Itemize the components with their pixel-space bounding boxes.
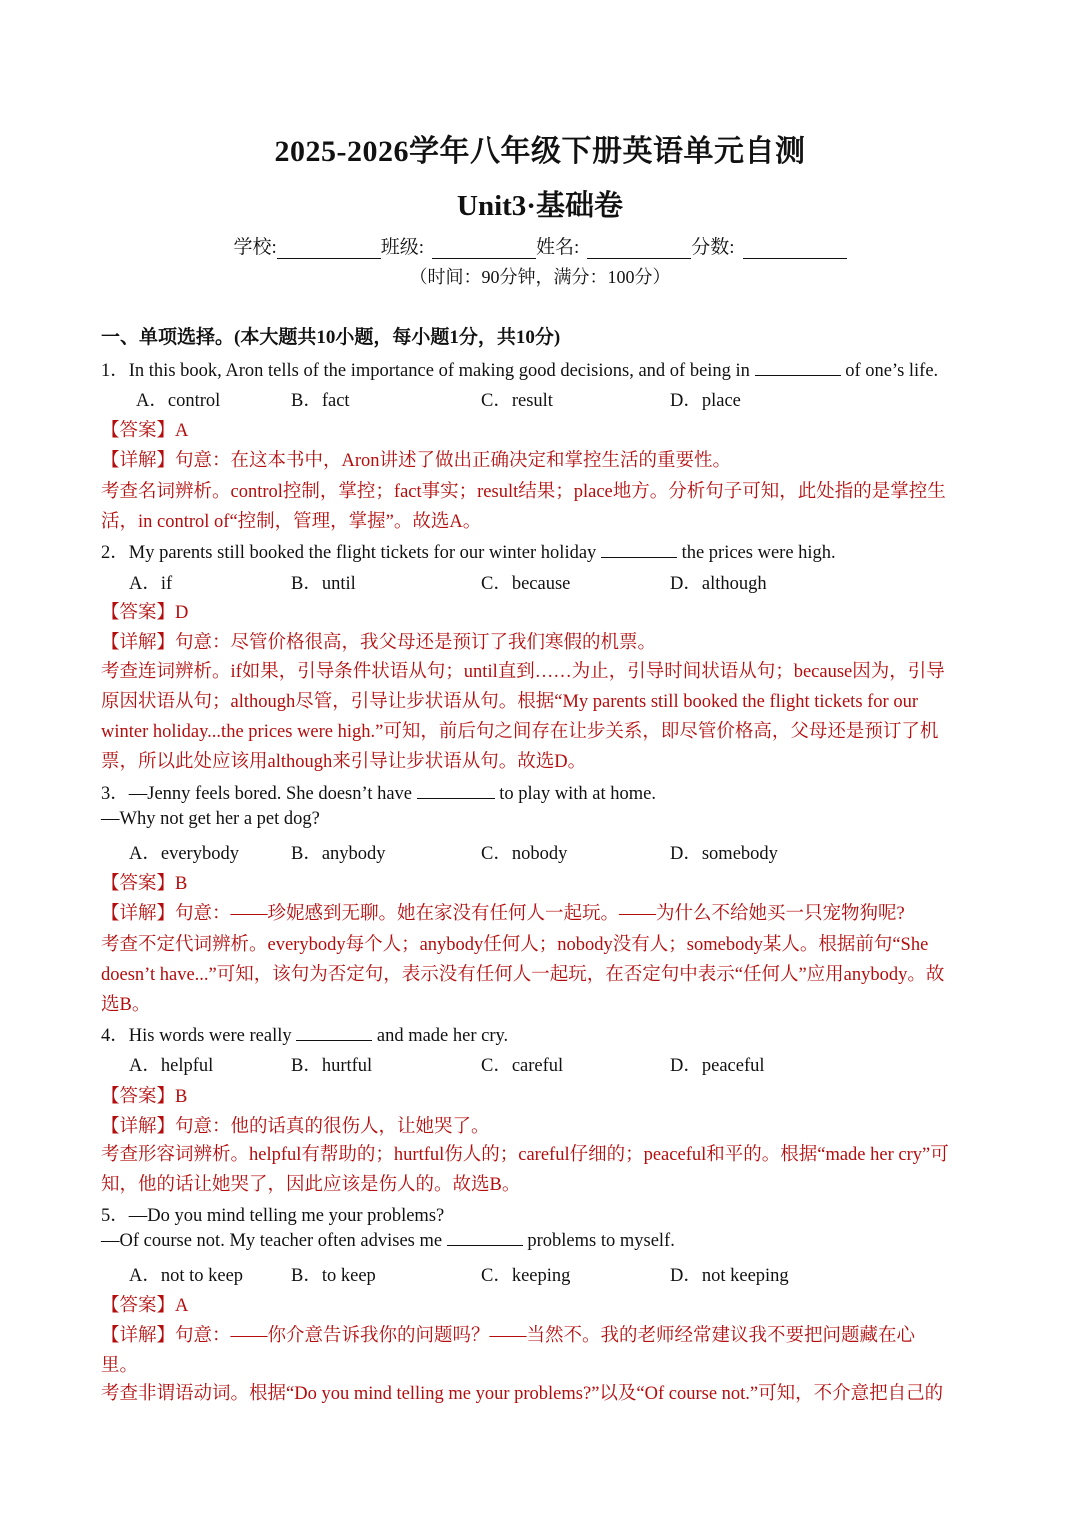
- section-title: 一、单项选择。(本大题共10小题，每小题1分，共10分): [101, 327, 561, 348]
- question-stem: —Why not get her a pet dog?: [101, 809, 320, 829]
- question-stem: —Of course not. My teacher often advises me problems to myself.: [101, 1231, 675, 1251]
- explanation-line: 考查名词辨析。control控制，掌控；fact事实；result结果；place地方。分析句子可知，此处指的是掌控生: [101, 482, 946, 502]
- option-a[interactable]: A．everybody: [129, 844, 239, 864]
- class-label: 班级:: [380, 237, 424, 258]
- explanation-line: 考查形容词辨析。helpful有帮助的；hurtful伤人的；careful仔细的；peaceful和平的。根据“made her cry”可: [101, 1145, 949, 1165]
- name-blank[interactable]: [587, 238, 691, 259]
- question-stem: 2．My parents still booked the flight tickets for our winter holiday the prices were high.: [101, 543, 836, 563]
- explanation-line: winter holiday...the prices were high.”可知，前后句之间存在让步关系，即尽管价格高，父母还是预订了机: [101, 722, 939, 742]
- option-b[interactable]: B．hurtful: [291, 1056, 373, 1076]
- score-blank[interactable]: [743, 238, 847, 259]
- explanation-line: 里。: [101, 1356, 139, 1376]
- page-title: 2025-2026学年八年级下册英语单元自测: [274, 135, 806, 168]
- option-c[interactable]: C．careful: [481, 1056, 564, 1076]
- question-stem: 3．—Jenny feels bored. She doesn’t have to play with at home.: [101, 784, 656, 804]
- option-c[interactable]: C．keeping: [481, 1266, 571, 1286]
- explanation-line: 考查连词辨析。if如果，引导条件状语从句；until直到……为止，引导时间状语从句；because因为，引导: [101, 662, 945, 682]
- explanation-line: 活，in control of“控制，管理，掌握”。故选A。: [101, 512, 482, 532]
- explanation-line: doesn’t have...”可知，该句为否定句，表示没有任何人一起玩，在否定句中表示“任何人”应用anybody。故: [101, 965, 945, 985]
- explanation-line: 选B。: [101, 995, 151, 1015]
- answer-blank[interactable]: [447, 1231, 523, 1246]
- option-c[interactable]: C．result: [481, 391, 553, 411]
- explanation-line: 知，他的话让她哭了，因此应该是伤人的。故选B。: [101, 1175, 521, 1195]
- answer-blank[interactable]: [755, 361, 841, 376]
- option-a[interactable]: A．helpful: [129, 1056, 214, 1076]
- student-info-row: [0, 232, 1080, 259]
- page-subtitle: Unit3·基础卷: [457, 190, 623, 222]
- answer-blank[interactable]: [417, 784, 495, 799]
- explanation-line: 【详解】句意：——珍妮感到无聊。她在家没有任何人一起玩。——为什么不给她买一只宠物狗呢?: [101, 904, 905, 924]
- explanation-line: 考查非谓语动词。根据“Do you mind telling me your problems?”以及“Of course not.”可知，不介意把自己的: [101, 1384, 944, 1404]
- answer-blank[interactable]: [601, 543, 677, 558]
- answer-label: 【答案】D: [101, 603, 189, 623]
- name-label: 姓名:: [536, 237, 580, 258]
- class-blank[interactable]: [432, 238, 536, 259]
- option-d[interactable]: D．although: [670, 574, 767, 594]
- option-d[interactable]: D．not keeping: [670, 1266, 789, 1286]
- explanation-line: 【详解】句意：尽管价格很高，我父母还是预订了我们寒假的机票。: [101, 633, 657, 653]
- answer-blank[interactable]: [296, 1026, 372, 1041]
- question-stem: 4．His words were really and made her cry.: [101, 1026, 509, 1046]
- question-stem: 5．—Do you mind telling me your problems?: [101, 1206, 445, 1226]
- option-b[interactable]: B．anybody: [291, 844, 386, 864]
- explanation-line: 原因状语从句；although尽管，引导让步状语从句。根据“My parents still booked the flight tickets for our: [101, 692, 919, 712]
- option-d[interactable]: D．peaceful: [670, 1056, 765, 1076]
- explanation-line: 考查不定代词辨析。everybody每个人；anybody任何人；nobody没有人；somebody某人。根据前句“She: [101, 935, 929, 955]
- explanation-line: 票，所以此处应该用although来引导让步状语从句。故选D。: [101, 752, 587, 772]
- option-d[interactable]: D．place: [670, 391, 741, 411]
- school-label: 学校:: [233, 237, 277, 258]
- option-b[interactable]: B．fact: [291, 391, 350, 411]
- answer-label: 【答案】B: [101, 874, 188, 894]
- answer-label: 【答案】A: [101, 421, 189, 441]
- explanation-line: 【详解】句意：在这本书中，Aron讲述了做出正确决定和掌控生活的重要性。: [101, 451, 732, 471]
- option-b[interactable]: B．to keep: [291, 1266, 376, 1286]
- option-a[interactable]: A．not to keep: [129, 1266, 244, 1286]
- school-blank[interactable]: [277, 238, 381, 259]
- option-c[interactable]: C．because: [481, 574, 571, 594]
- score-label: 分数:: [691, 237, 735, 258]
- option-a[interactable]: A．if: [129, 574, 173, 594]
- explanation-line: 【详解】句意：——你介意告诉我你的问题吗？——当然不。我的老师经常建议我不要把问题藏在心: [101, 1326, 916, 1346]
- option-c[interactable]: C．nobody: [481, 844, 568, 864]
- option-a[interactable]: A．control: [136, 391, 221, 411]
- answer-label: 【答案】B: [101, 1087, 188, 1107]
- option-b[interactable]: B．until: [291, 574, 356, 594]
- question-stem: 1．In this book, Aron tells of the importance of making good decisions, and of being in of one’s life.: [101, 361, 939, 381]
- explanation-line: 【详解】句意：他的话真的很伤人，让她哭了。: [101, 1117, 490, 1137]
- answer-label: 【答案】A: [101, 1296, 189, 1316]
- option-d[interactable]: D．somebody: [670, 844, 778, 864]
- time-note: （时间：90分钟，满分：100分）: [409, 267, 671, 287]
